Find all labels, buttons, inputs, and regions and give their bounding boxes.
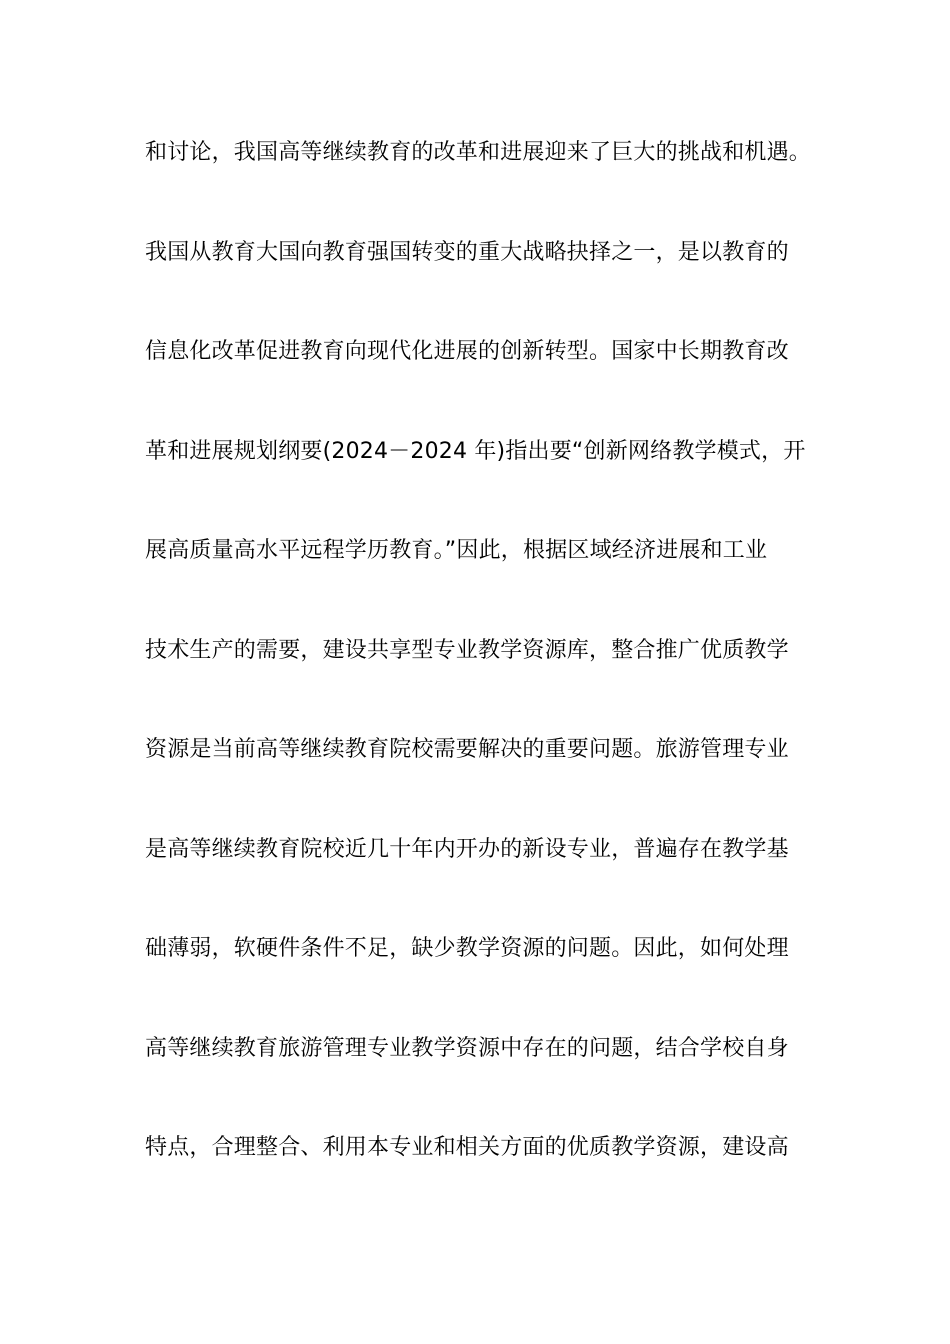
text-line: 我国从教育大国向教育强国转变的重大战略抉择之一，是以教育的 [145, 239, 789, 265]
text-line: 础薄弱，软硬件条件不足，缺少教学资源的问题。因此，如何处理 [145, 936, 789, 961]
text-line: 展高质量高水平远程学历教育。”因此，根据区域经济进展和工业 [145, 538, 768, 563]
text-line: 高等继续教育旅游管理专业教学资源中存在的问题，结合学校自身 [145, 1035, 789, 1061]
text-line: 和讨论，我国高等继续教育的改革和进展迎来了巨大的挑战和机遇。 [145, 140, 812, 165]
body-text [145, 132, 825, 1227]
text-line: 技术生产的需要，建设共享型专业教学资源库，整合推广优质教学 [145, 637, 789, 663]
text-line: 资源是当前高等继续教育院校需要解决的重要问题。旅游管理专业 [145, 737, 789, 762]
text-line: 革和进展规划纲要(2024－2024 年)指出要“创新网络教学模式，开 [145, 438, 806, 464]
text-line: 信息化改革促进教育向现代化进展的创新转型。国家中长期教育改 [145, 339, 789, 364]
text-line: 是高等继续教育院校近几十年内开办的新设专业，普遍存在教学基 [145, 836, 789, 862]
text-line: 特点，合理整合、利用本专业和相关方面的优质教学资源，建设高 [145, 1135, 789, 1160]
